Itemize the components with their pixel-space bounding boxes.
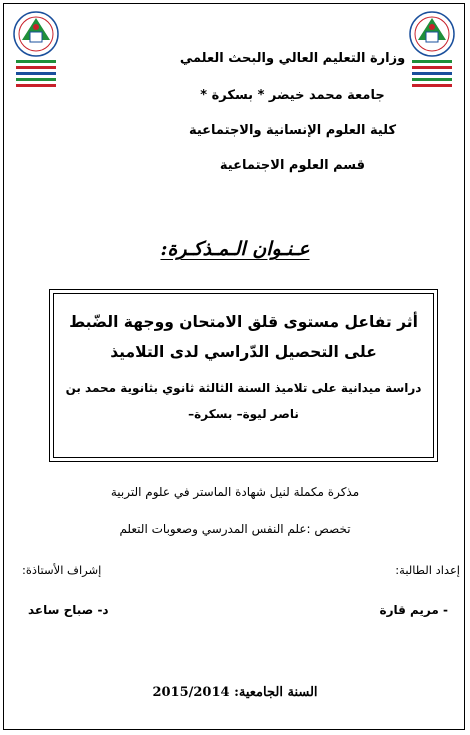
thesis-title-box xyxy=(49,289,438,462)
student-label: إعداد الطالبة: xyxy=(395,563,460,577)
university-logo xyxy=(10,10,62,92)
academic-year xyxy=(0,685,470,700)
university-name: جامعة محمد خيضر * بسكرة * xyxy=(200,88,385,103)
student-name: - مريم قارة xyxy=(379,603,448,617)
faculty-name: كلية العلوم الإنسانية والاجتماعية xyxy=(188,123,397,138)
supervisor-label: إشراف الأستاذة: xyxy=(22,563,102,577)
supervisor-name: د- صباح ساعد xyxy=(28,603,109,617)
specialty: تخصص :علم النفس المدرسي وصعوبات التعلم xyxy=(119,522,351,536)
thesis-title: أثر تفاعل مستوى قلق الامتحان ووجهة الضّبط على التحصيل الدّراسي لدى التلاميذ xyxy=(69,313,418,361)
department-name: قسم العلوم الاجتماعية xyxy=(219,158,366,173)
memo-description: مذكرة مكملة لنيل شهادة الماستر في علوم التربية xyxy=(110,485,360,499)
memo-heading: عـنـوان الـمـذكـرة: xyxy=(160,238,310,260)
academic-year-value: 2015/2014 xyxy=(152,685,230,700)
ministry-name: وزارة التعليم العالي والبحث العلمي xyxy=(179,51,406,66)
academic-year-label: السنة الجامعية: xyxy=(234,685,318,700)
thesis-subtitle: دراسة ميدانية على تلاميذ السنة الثالثة ثانوي بثانوية محمد بن ناصر ليوة– بسكرة– xyxy=(65,381,422,421)
